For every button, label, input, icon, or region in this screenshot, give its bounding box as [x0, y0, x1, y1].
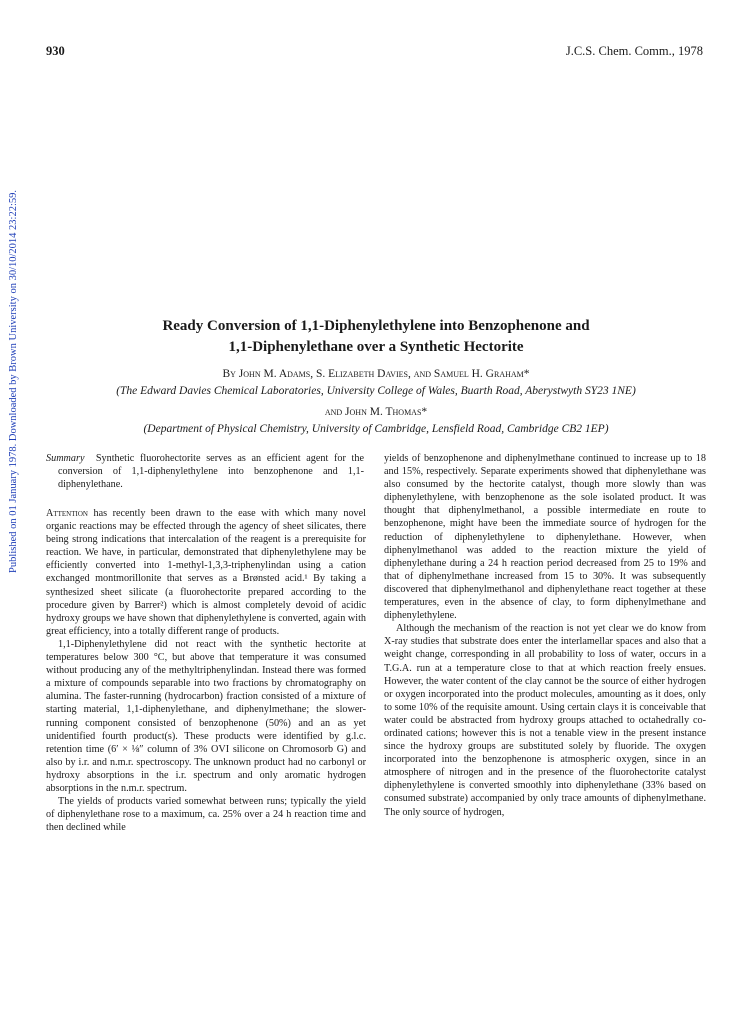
- paragraph: [46, 507, 366, 638]
- affiliation-1: (The Edward Davies Chemical Laboratories, University College of Wales, Buarth Road, Aberystwyth SY23 1NE): [116, 385, 636, 397]
- summary-text: Synthetic fluorohectorite serves as an efficient agent for the conversion of 1,1-diphenylethylene into benzophenone and 1,1-diphenylethane.: [58, 453, 364, 491]
- running-head: J.C.S. Chem. Comm., 1978: [565, 44, 703, 58]
- title-line-1: Ready Conversion of 1,1-Diphenylethylene into Benzophenone and: [162, 318, 590, 334]
- paragraph-text: has recently been drawn to the ease with which many novel organic reactions may be effected through the agency of sheet silicates, there being strong indications that intercalation of the reagent is a prerequisite for reaction. We have, in particular, demonstrated that diphenylethylene may be efficiently converted into 1-methyl-1,3,3-triphenylindan using a cation exchanged montmorillonite that serves as a Brønsted acid.¹ By taking a synthesized sheet silicate (a fluorohectorite prepared according to the procedure given by Barrer²) which is almost completely devoid of acidic hydroxy groups we have shown that diphenylethylene is converted, again with great efficiency, into a totally different range of products.: [46, 508, 366, 637]
- page-number: 930: [46, 44, 65, 58]
- title-line-2: 1,1-Diphenylethane over a Synthetic Hectorite: [228, 339, 524, 355]
- summary-label: Summary: [46, 453, 85, 464]
- paragraph: Although the mechanism of the reaction is not yet clear we do know from X-ray studies that substrate does enter the interlamellar spaces and also that a weight change, corresponding in all probability to loss of water, occurs in a T.G.A. run at a temperature close to that at which reaction freely ensues. However, the water content of the clay cannot be the source of either hydrogen or oxygen incorporated into the product molecules, amounting as it does, only to some 10% of the requisite amount. Using certain clays it is conceivable that water could be abstracted from hydroxy groups attached to octahedrally co-ordinated cations; however this is not a tenable view in the present instance since the hydroxy groups are substituted solely by fluoride. The oxygen incorporated into the benzophenone is atmospheric oxygen, since in an atmosphere of nitrogen and in the presence of the fluorohectorite catalyst diphenylethylene is converted smoothly into diphenylethane (33% based on consumed substrate) accompanied by only trace amounts of diphenylmethane. The only source of hydrogen,: [384, 623, 706, 818]
- column-left: [46, 507, 366, 834]
- download-notice: Published on 01 January 1978. Downloaded by Brown University on 30/10/2014 23:22:59.: [8, 190, 19, 573]
- paragraph: The yields of products varied somewhat between runs; typically the yield of diphenylethane rose to a maximum, ca. 25% over a 24 h reaction time and then declined while: [46, 796, 366, 834]
- affiliation-2: (Department of Physical Chemistry, University of Cambridge, Lensfield Road, Cambridge CB2 1EP): [143, 423, 609, 435]
- authors-line-1: By John M. Adams, S. Elizabeth Davies, and Samuel H. Graham*: [222, 368, 530, 380]
- article-title: [46, 316, 706, 358]
- summary: [46, 452, 364, 491]
- authors-line-2: and John M. Thomas*: [324, 406, 428, 418]
- paragraph: 1,1-Diphenylethylene did not react with the synthetic hectorite at temperatures below 300 °C, but above that temperature it was consumed without producing any of the methyltriphenylindan. Instead there was formed a mixture of compounds separable into two fractions by chromatography on alumina. The faster-running (hydrocarbon) fraction consisted of a mixture of starting material, 1,1-diphenylethane, and diphenylmethane; the slower-running component consisted of benzophenone (50%) and an as yet unidentified fourth product(s). These products were identified by g.l.c. retention time (6′ × ⅛″ column of 3% OVI silicone on Chromosorb G) and also by i.r. and n.m.r. spectroscopy. The unknown product had no carbonyl or hydroxy absorptions in the i.r. spectrum and only aromatic hydrogen absorptions in the n.m.r. spectrum.: [46, 638, 366, 794]
- lead-word: Attention: [46, 508, 88, 519]
- paragraph: yields of benzophenone and diphenylmethane continued to increase up to 18 and 15%, respectively. Separate experiments showed that diphenylethane was also consumed by the hectorite catalyst, though more slowly than was diphenylethylene, with benzophenone as the sole isolated product. It was thought that diphenylmethanol, a possible intermediate en route to benzophenone, might have been the immediate source of hydrogen for the reduction of diphenylethylene to diphenylethane. However, when diphenylmethanol was added to the reaction mixture the yield of diphenylethane during a 24 h reaction period decreased from 25 to 19% and that of diphenylmethane increased from 15 to 30%. It was subsequently discovered that diphenylmethanol and diphenylethane react together at these temperatures, even in the absence of clay, to form diphenylmethane and diphenylethylene.: [384, 453, 706, 622]
- column-right: [384, 452, 706, 819]
